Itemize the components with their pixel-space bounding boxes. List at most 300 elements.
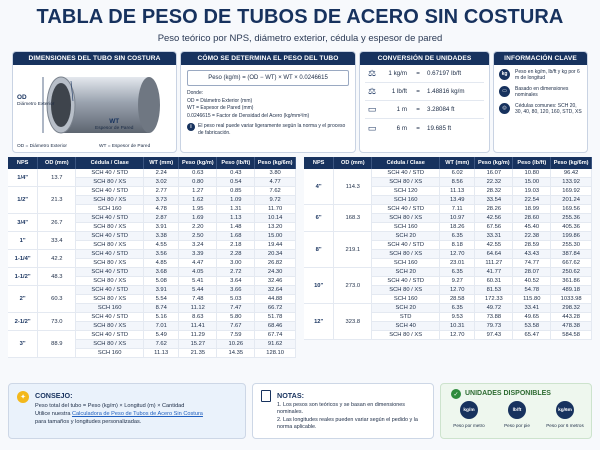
table-cell: 7.62 [255, 187, 296, 196]
table-cell: 1.69 [179, 214, 217, 223]
table-cell: SCH 80 / XS [372, 214, 440, 223]
table-cell: 15.00 [513, 178, 551, 187]
unit-icon: lb/ft [508, 401, 526, 419]
table-cell: 3.38 [144, 232, 179, 241]
conversion-from: 6 m [396, 124, 407, 132]
lightbulb-icon: ✦ [17, 391, 29, 403]
nps-cell: 2-1/2" [8, 313, 38, 331]
table-row [8, 187, 296, 196]
table-cell: 53.58 [513, 322, 551, 331]
table-cell: 7.59 [217, 331, 255, 340]
table-cell: 255.36 [551, 214, 592, 223]
table-cell: SCH 160 [76, 349, 144, 358]
table-cell: 8.63 [179, 313, 217, 322]
table-cell: 10.31 [440, 322, 475, 331]
table-cell: SCH 40 / STD [76, 187, 144, 196]
table-cell: 41.77 [475, 268, 513, 277]
notes-body [277, 402, 429, 432]
table-cell: SCH 80 / XS [372, 331, 440, 340]
od-cell: 88.9 [38, 331, 76, 358]
table-cell: SCH 120 [372, 187, 440, 196]
scale-icon: ⚖ [367, 86, 377, 96]
column-header: Peso (kg/m) [475, 157, 513, 169]
od-text: Diámetro Exterior [17, 102, 55, 107]
table-cell: 2.72 [217, 268, 255, 277]
column-header: OD (mm) [38, 157, 76, 169]
table-cell: SCH 160 [372, 259, 440, 268]
tip-line-3: para tamaños y longitudes personalizadas. [35, 419, 142, 425]
table-cell: 3.64 [217, 277, 255, 286]
table-cell: 133.92 [551, 178, 592, 187]
conversion-to: 1.48816 kg/m [427, 88, 465, 95]
table-cell: SCH 20 [372, 304, 440, 313]
tip-line-2-pre: Utilice nuestra [35, 411, 72, 417]
table-cell: 7.62 [144, 340, 179, 349]
weight-table-left [8, 157, 296, 358]
table-cell: 0.43 [217, 169, 255, 178]
table-cell: 96.42 [551, 169, 592, 178]
ruler-icon: ▭ [367, 104, 377, 114]
table-cell: STD [372, 313, 440, 322]
table-cell: SCH 80 / XS [76, 259, 144, 268]
table-cell: 6.35 [440, 232, 475, 241]
table-cell: 43.43 [513, 250, 551, 259]
nps-cell: 10" [304, 268, 334, 304]
table-cell: 79.73 [475, 322, 513, 331]
nps-cell: 1-1/2" [8, 268, 38, 286]
table-cell: 443.28 [551, 313, 592, 322]
column-header: WT (mm) [144, 157, 179, 169]
table-cell: SCH 80 / XS [372, 250, 440, 259]
table-cell: 15.27 [179, 340, 217, 349]
od-cell: 48.3 [38, 268, 76, 286]
table-cell: 3.91 [144, 286, 179, 295]
table-cell: 478.38 [551, 322, 592, 331]
od-cell: 73.0 [38, 313, 76, 331]
scale-icon: ⚖ [367, 68, 377, 78]
table-cell: 4.78 [144, 205, 179, 214]
table-cell: SCH 80 / XS [76, 295, 144, 304]
table-cell: 44.88 [255, 295, 296, 304]
tip-panel [8, 383, 246, 439]
table-cell: 7.48 [179, 295, 217, 304]
key-info-text-2: Basado en dimensiones nominales [515, 85, 569, 99]
table-cell: 1.95 [179, 205, 217, 214]
key-info-text-1: Peso en kg/m, lb/ft y kg por 6 m de longitud [515, 69, 580, 82]
table-cell: 14.35 [217, 349, 255, 358]
column-header: Peso (kg/6m) [551, 157, 592, 169]
table-cell: SCH 40 / STD [76, 232, 144, 241]
table-cell: 13.20 [255, 223, 296, 232]
table-cell: 201.24 [551, 196, 592, 205]
table-cell: 67.74 [255, 331, 296, 340]
table-cell: SCH 40 / STD [76, 250, 144, 259]
table-cell: 16.07 [475, 169, 513, 178]
table-cell: 22.32 [475, 178, 513, 187]
table-cell: 7.01 [144, 322, 179, 331]
table-cell: SCH 80 / XS [76, 241, 144, 250]
legend-od: OD = Diámetro Exterior [17, 144, 67, 149]
legend-wt: WT = Espesor de Pared [99, 144, 151, 149]
conversion-row [365, 83, 484, 101]
table-cell: 9.72 [255, 196, 296, 205]
unit-icon: kg/6m [556, 401, 574, 419]
table-cell: 387.84 [551, 250, 592, 259]
table-cell: 10.97 [440, 214, 475, 223]
table-cell: 42.55 [475, 241, 513, 250]
conversion-row [365, 119, 484, 137]
table-row [304, 169, 592, 178]
key-info-item [499, 103, 582, 116]
key-info-item [499, 69, 582, 82]
table-cell: 49.72 [475, 304, 513, 313]
table-cell: 23.01 [440, 259, 475, 268]
table-cell: 4.47 [179, 259, 217, 268]
table-cell: 298.32 [551, 304, 592, 313]
table-cell: 10.80 [513, 169, 551, 178]
def-od: OD = Diámetro Exterior (mm) [187, 97, 253, 104]
info-panels [12, 51, 588, 153]
table-cell: SCH 40 / STD [76, 169, 144, 178]
table-cell: 6.35 [440, 304, 475, 313]
table-row [304, 232, 592, 241]
table-cell: 128.10 [255, 349, 296, 358]
table-cell: SCH 80 / XS [76, 223, 144, 232]
table-cell: 28.58 [440, 295, 475, 304]
table-cell: SCH 160 [76, 304, 144, 313]
table-cell: SCH 40 / STD [372, 277, 440, 286]
column-header: Peso (lb/ft) [513, 157, 551, 169]
def-factor: 0.0246615 = Factor de Densidad del Acero (kg/mm²/m) [187, 112, 310, 119]
table-cell: SCH 160 [372, 223, 440, 232]
table-cell: 9.53 [440, 313, 475, 322]
equals-sign: = [416, 70, 420, 77]
table-cell: 111.27 [475, 259, 513, 268]
conversion-to: 0.67197 lb/ft [427, 70, 462, 77]
unit-label: Peso por pie [504, 423, 530, 428]
table-cell: 91.62 [255, 340, 296, 349]
table-cell: 1.27 [179, 187, 217, 196]
unit-item [447, 401, 491, 428]
table-cell: 4.05 [179, 268, 217, 277]
table-cell: 40.52 [513, 277, 551, 286]
table-cell: 361.86 [551, 277, 592, 286]
table-row [8, 268, 296, 277]
table-cell: SCH 80 / XS [372, 178, 440, 187]
table-cell: 1033.98 [551, 295, 592, 304]
table-cell: SCH 40 / STD [76, 286, 144, 295]
table-cell: SCH 20 [372, 268, 440, 277]
table-cell: 1.09 [217, 196, 255, 205]
table-cell: SCH 20 [372, 232, 440, 241]
calculation-panel [180, 51, 356, 153]
table-cell: 0.54 [217, 178, 255, 187]
table-cell: 3.39 [179, 250, 217, 259]
table-cell: 33.54 [475, 196, 513, 205]
unit-label: Peso por metro [453, 423, 485, 428]
table-row [304, 205, 592, 214]
table-cell: 67.56 [475, 223, 513, 232]
table-cell: 60.31 [475, 277, 513, 286]
table-cell: 8.18 [440, 241, 475, 250]
nps-cell: 1" [8, 232, 38, 250]
dimensions-panel [12, 51, 177, 153]
table-cell: 18.99 [513, 205, 551, 214]
table-cell: 28.07 [513, 268, 551, 277]
table-cell: 12.70 [440, 331, 475, 340]
table-cell: 32.64 [255, 286, 296, 295]
calculator-link[interactable]: Calculadora de Peso de Tubos de Acero Sin Costura [72, 411, 203, 417]
table-cell: 45.40 [513, 223, 551, 232]
table-cell: 7.47 [217, 304, 255, 313]
equals-sign: = [416, 106, 420, 113]
conversion-row [365, 65, 484, 83]
table-cell: 11.13 [440, 187, 475, 196]
formula-definitions [187, 90, 349, 120]
table-cell: 11.41 [179, 322, 217, 331]
table-cell: 49.65 [513, 313, 551, 322]
table-cell: 64.64 [475, 250, 513, 259]
table-row [8, 313, 296, 322]
table-cell: 2.18 [217, 241, 255, 250]
od-cell: 273.0 [334, 268, 372, 304]
table-cell: 10.26 [217, 340, 255, 349]
table-cell: 6.35 [440, 268, 475, 277]
weight-formula: Peso (kg/m) = (OD − WT) × WT × 0.0246615 [187, 70, 349, 86]
table-cell: 169.56 [551, 205, 592, 214]
table-cell: 3.80 [255, 169, 296, 178]
table-cell: 28.26 [475, 205, 513, 214]
table-cell: 255.30 [551, 241, 592, 250]
info-icon: i [187, 123, 195, 131]
nps-cell: 12" [304, 304, 334, 340]
table-cell: 22.38 [513, 232, 551, 241]
conversion-from: 1 m [396, 106, 407, 113]
table-cell: SCH 80 / XS [76, 322, 144, 331]
unit-items [445, 401, 589, 428]
table-cell: 33.31 [475, 232, 513, 241]
table-cell: 1.31 [217, 205, 255, 214]
wt-label: WT [109, 118, 120, 125]
table-cell: 0.63 [179, 169, 217, 178]
conversion-to: 19.685 ft [427, 124, 452, 132]
column-header: NPS [304, 157, 334, 169]
table-cell: 3.66 [217, 286, 255, 295]
table-cell: 66.72 [255, 304, 296, 313]
table-cell: 81.53 [475, 286, 513, 295]
wt-text: Espesor de Pared [95, 126, 134, 131]
column-header: WT (mm) [440, 157, 475, 169]
od-label-group [17, 95, 54, 108]
table-cell: 6.02 [440, 169, 475, 178]
table-cell: 11.70 [255, 205, 296, 214]
table-cell: 18.26 [440, 223, 475, 232]
key-info-text-3: Cédulas comunes: SCH 20, 30, 40, 80, 120, 160, STD, XS [515, 102, 582, 116]
table-cell: 5.41 [179, 277, 217, 286]
table-cell: 2.87 [144, 214, 179, 223]
table-cell: 667.62 [551, 259, 592, 268]
column-header: Cédula / Clase [76, 157, 144, 169]
column-header: Cédula / Clase [372, 157, 440, 169]
table-cell: 2.50 [179, 232, 217, 241]
nps-cell: 6" [304, 205, 334, 232]
table-cell: 172.33 [475, 295, 513, 304]
tip-body [35, 402, 243, 426]
page-subtitle: Peso teórico por NPS, diámetro exterior, cédula y espesor de pared [157, 33, 443, 44]
table-cell: 74.77 [513, 259, 551, 268]
od-cell: 323.8 [334, 304, 372, 340]
table-cell: SCH 160 [372, 196, 440, 205]
ruler-icon: ▭ [499, 86, 510, 97]
conversion-rows [360, 65, 489, 137]
table-cell: 5.49 [144, 331, 179, 340]
table-cell: 5.80 [217, 313, 255, 322]
footer-panels [8, 383, 592, 441]
table-cell: 1.13 [217, 214, 255, 223]
table-cell: 584.58 [551, 331, 592, 340]
table-cell: 65.47 [513, 331, 551, 340]
od-cell: 42.2 [38, 250, 76, 268]
table-cell: 12.70 [440, 250, 475, 259]
table-cell: 2.28 [217, 250, 255, 259]
table-cell: 97.43 [475, 331, 513, 340]
table-cell: 7.67 [217, 322, 255, 331]
dimensions-heading: DIMENSIONES DEL TUBO SIN COSTURA [13, 52, 176, 65]
table-row [8, 214, 296, 223]
ruler-icon: ▭ [367, 122, 377, 133]
calculation-note [187, 123, 349, 136]
table-cell: 10.14 [255, 214, 296, 223]
note-2: 2. Las longitudes reales pueden variar según el pedido y la norma aplicable. [277, 416, 418, 431]
pipe-diagram [13, 65, 176, 153]
calculation-heading: CÓMO SE DETERMINA EL PESO DEL TUBO [181, 52, 355, 65]
table-cell: SCH 40 / STD [76, 331, 144, 340]
table-cell: 1.62 [179, 196, 217, 205]
nps-cell: 4" [304, 169, 334, 205]
unit-label: Peso por 6 metros [546, 423, 584, 428]
column-header: OD (mm) [334, 157, 372, 169]
table-header-row [8, 157, 296, 169]
table-cell: 5.16 [144, 313, 179, 322]
equals-sign: = [416, 88, 420, 95]
table-cell: 5.08 [144, 277, 179, 286]
table-cell: 22.54 [513, 196, 551, 205]
key-info-heading: INFORMACIÓN CLAVE [494, 52, 587, 65]
table-cell: 9.27 [440, 277, 475, 286]
table-cell: 54.78 [513, 286, 551, 295]
table-cell: 3.00 [217, 259, 255, 268]
table-cell: 28.60 [513, 214, 551, 223]
nps-cell: 1-1/4" [8, 250, 38, 268]
table-cell: 1.68 [217, 232, 255, 241]
table-cell: 250.62 [551, 268, 592, 277]
table-cell: 33.41 [513, 304, 551, 313]
table-cell: SCH 80 / XS [76, 196, 144, 205]
check-icon: ✓ [451, 389, 461, 399]
table-cell: 42.56 [475, 214, 513, 223]
nps-cell: 1/4" [8, 169, 38, 187]
table-cell: 4.77 [255, 178, 296, 187]
table-cell: 2.20 [179, 223, 217, 232]
table-cell: 2.24 [144, 169, 179, 178]
table-cell: 19.44 [255, 241, 296, 250]
calculation-note-text: El peso real puede variar ligeramente según la norma y el proceso de fabricación. [198, 123, 346, 136]
tip-line-2 [35, 410, 243, 418]
table-row [8, 232, 296, 241]
table-cell: 199.86 [551, 232, 592, 241]
nps-cell: 8" [304, 232, 334, 268]
page-title: TABLA DE PESO DE TUBOS DE ACERO SIN COSTURA [36, 6, 564, 28]
pipe-illustration [13, 65, 177, 153]
table-cell: 8.56 [440, 178, 475, 187]
column-header: Peso (kg/m) [179, 157, 217, 169]
conversion-from: 1 kg/m [388, 70, 407, 77]
table-cell: 26.82 [255, 259, 296, 268]
od-cell: 13.7 [38, 169, 76, 187]
table-row [8, 169, 296, 178]
table-cell: SCH 160 [372, 295, 440, 304]
table-cell: 32.46 [255, 277, 296, 286]
tip-line-1: Peso total del tubo = Peso (kg/m) × Longitud (m) × Cantidad [35, 403, 185, 409]
table-cell: 0.85 [217, 187, 255, 196]
table-cell: 28.59 [513, 241, 551, 250]
kg-icon: kg [499, 69, 510, 80]
table-cell: 20.34 [255, 250, 296, 259]
table-cell: 3.56 [144, 250, 179, 259]
od-cell: 21.3 [38, 187, 76, 214]
table-cell: SCH 40 / STD [76, 214, 144, 223]
table-cell: 12.70 [440, 286, 475, 295]
od-cell: 26.7 [38, 214, 76, 232]
conversion-panel [359, 51, 490, 153]
weight-table-right [304, 157, 592, 340]
nps-cell: 3/4" [8, 214, 38, 232]
table-cell: 1.48 [217, 223, 255, 232]
column-header: Peso (kg/6m) [255, 157, 296, 169]
table-row [304, 304, 592, 313]
od-cell: 33.4 [38, 232, 76, 250]
table-cell: 24.30 [255, 268, 296, 277]
conversion-to: 3.28084 ft [427, 106, 455, 113]
wt-label-group [95, 119, 133, 132]
table-cell: SCH 80 / XS [76, 277, 144, 286]
conversion-row [365, 101, 484, 119]
table-cell: 13.49 [440, 196, 475, 205]
table-cell: 68.46 [255, 322, 296, 331]
equals-sign: = [416, 124, 420, 132]
column-header: NPS [8, 157, 38, 169]
table-cell: SCH 80 / XS [76, 340, 144, 349]
table-cell: 28.32 [475, 187, 513, 196]
table-cell: SCH 40 [372, 322, 440, 331]
table-cell: 2.77 [144, 187, 179, 196]
table-cell: 73.88 [475, 313, 513, 322]
table-cell: 51.78 [255, 313, 296, 322]
od-cell: 60.3 [38, 286, 76, 313]
table-row [8, 331, 296, 340]
unit-item [495, 401, 539, 428]
table-cell: 489.18 [551, 286, 592, 295]
table-cell: 5.44 [179, 286, 217, 295]
table-cell: 0.80 [179, 178, 217, 187]
table-cell: 21.35 [179, 349, 217, 358]
table-cell: SCH 40 / STD [372, 241, 440, 250]
table-cell: 15.00 [255, 232, 296, 241]
where-label: Donde: [187, 90, 204, 96]
table-cell: SCH 40 / STD [76, 268, 144, 277]
table-cell: 4.85 [144, 259, 179, 268]
table-cell: 169.92 [551, 187, 592, 196]
